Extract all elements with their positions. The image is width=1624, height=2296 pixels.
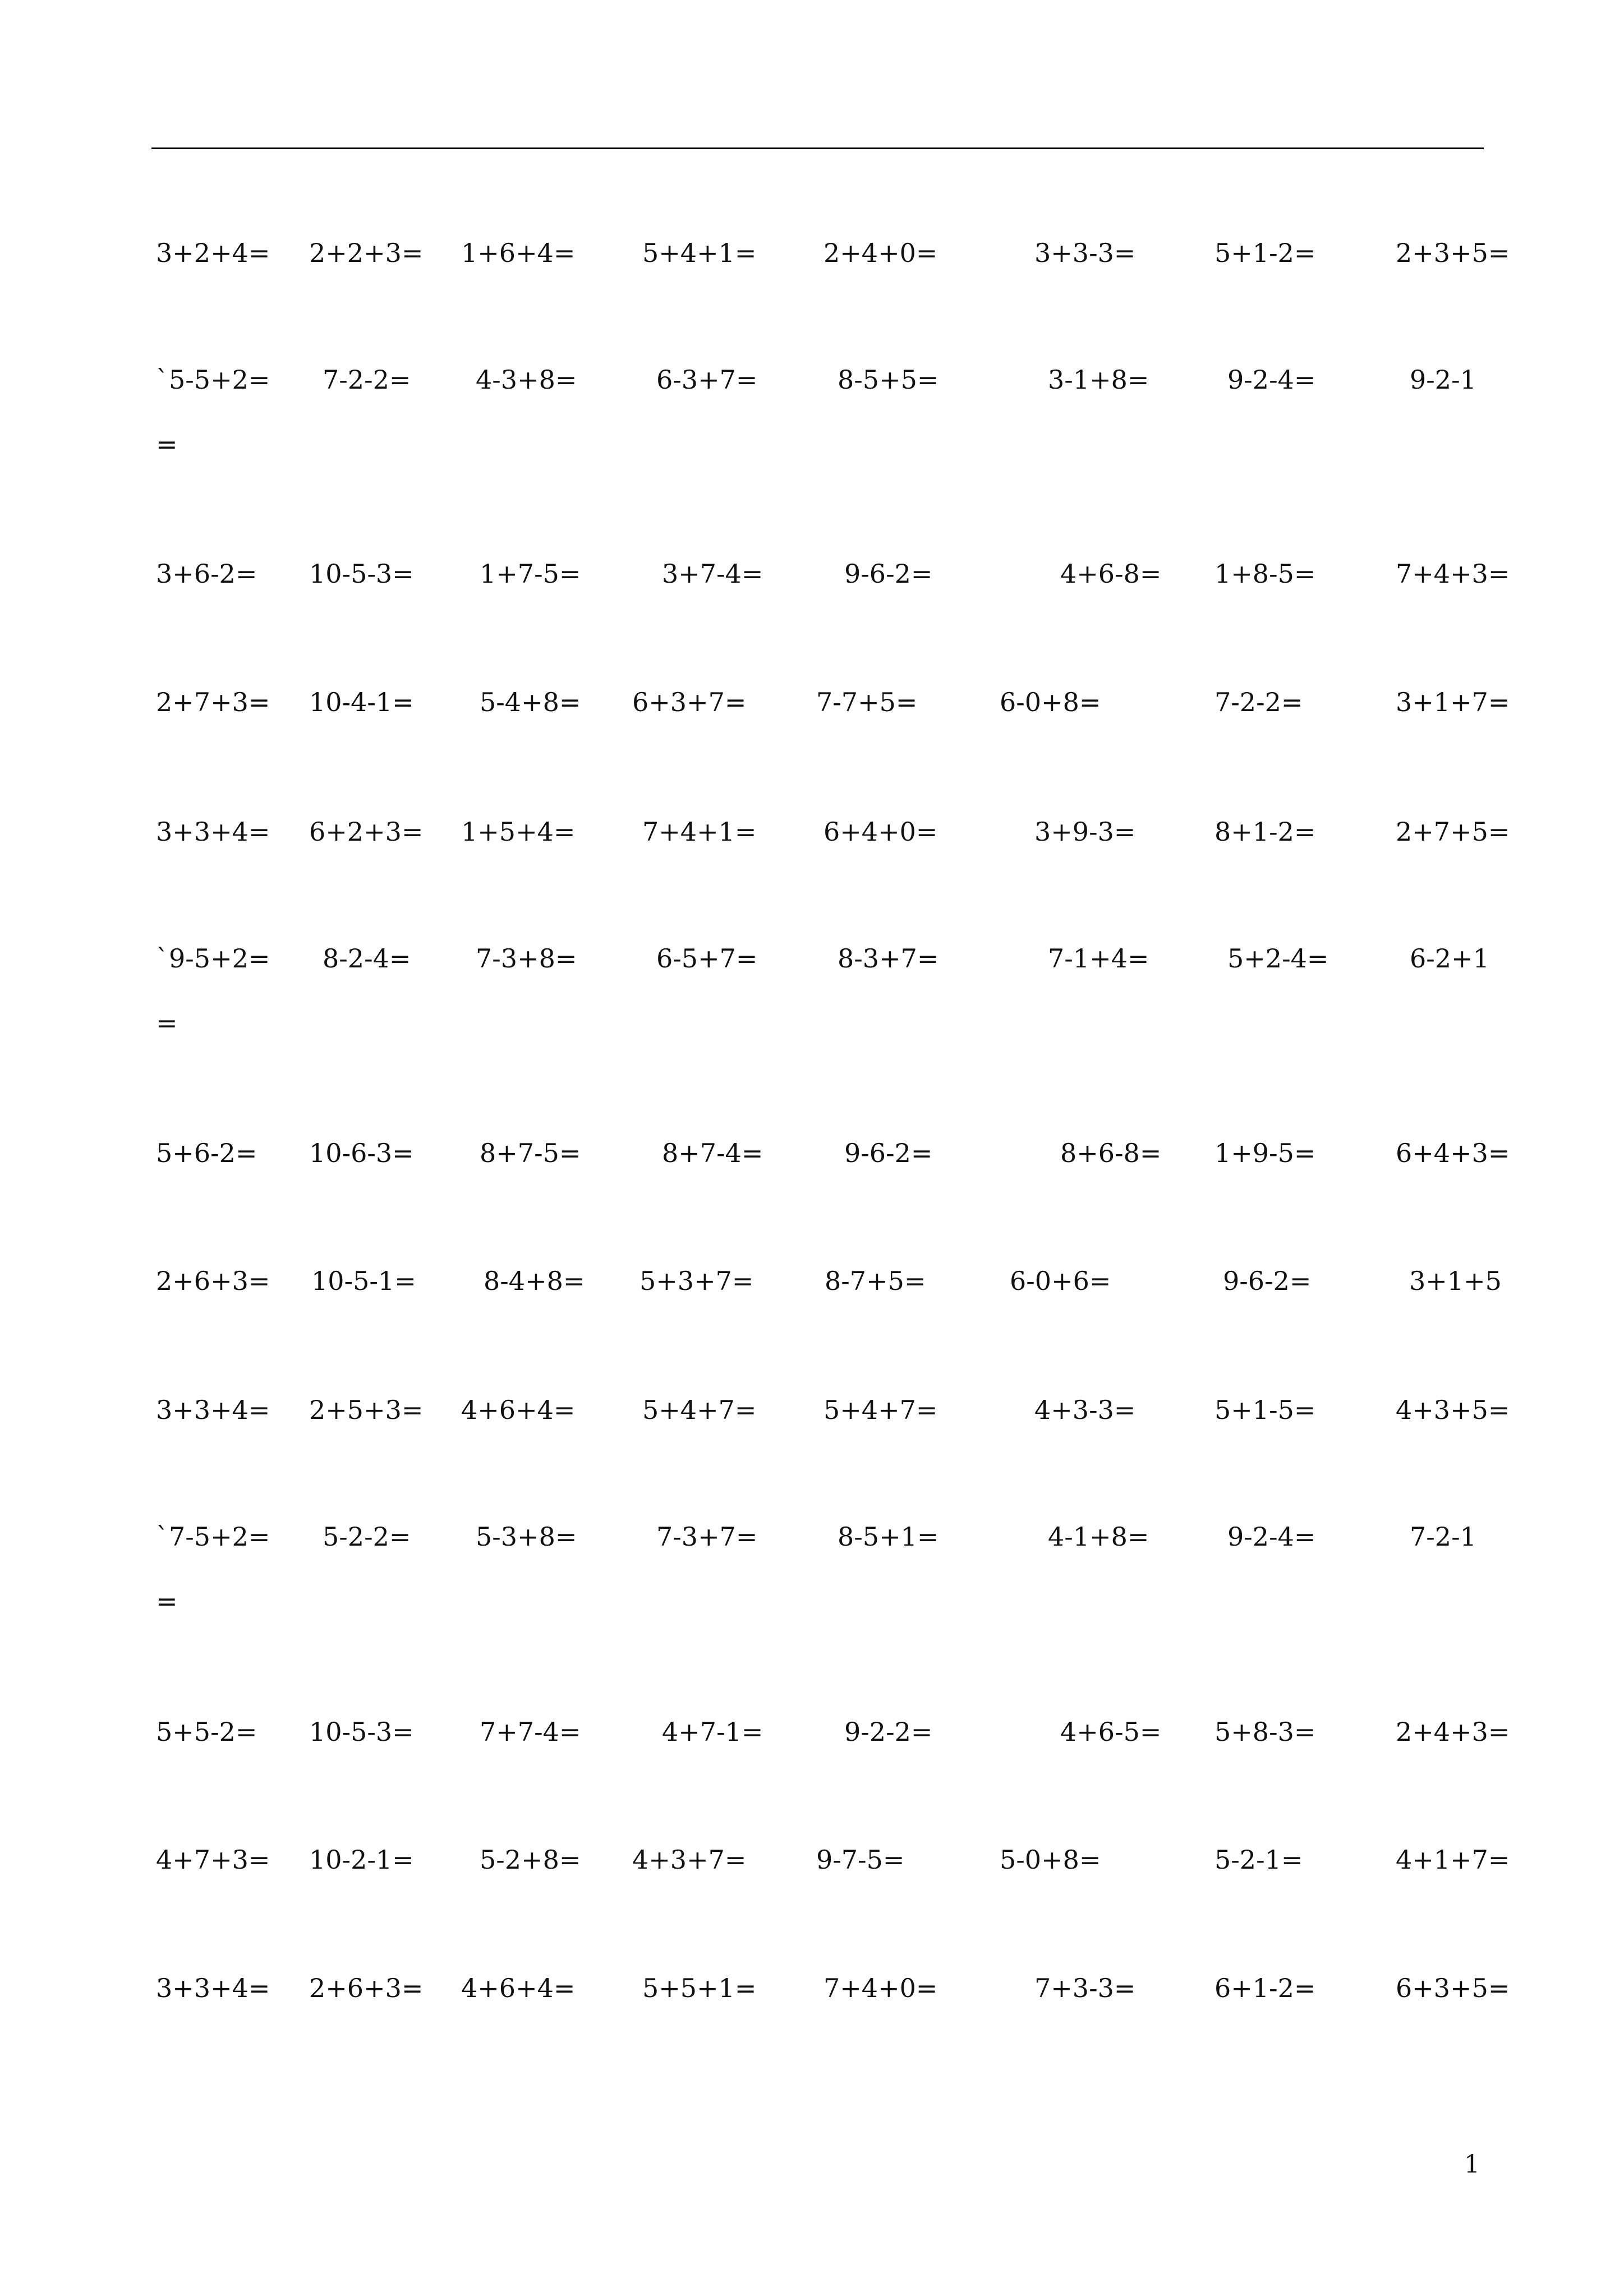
problem-cell: 8+1-2= xyxy=(1214,817,1316,847)
problem-cell: 6+4+0= xyxy=(823,817,938,847)
problem-cell: 9-7-5= xyxy=(816,1845,905,1875)
problem-cell: 1+5+4= xyxy=(461,817,576,847)
problem-cell: 9-2-1 xyxy=(1410,365,1476,395)
problem-cell: 5+5-2= xyxy=(156,1717,257,1747)
problem-cell: 3+6-2= xyxy=(156,559,257,589)
problem-cell: 7-2-1 xyxy=(1410,1522,1476,1552)
problem-cell: 2+2+3= xyxy=(309,238,424,268)
problem-cell: 8-5+5= xyxy=(838,365,939,395)
problem-cell: 4+1+7= xyxy=(1396,1845,1510,1875)
problem-cell: 3+3+4= xyxy=(156,1395,270,1425)
problem-cell: 10-6-3= xyxy=(309,1138,414,1168)
problem-cell: 5+6-2= xyxy=(156,1138,257,1168)
problem-cell: 9-2-4= xyxy=(1227,365,1316,395)
problem-cell: 8-5+1= xyxy=(838,1522,939,1552)
problem-cell: 8-7+5= xyxy=(825,1266,926,1296)
problem-cell: 2+6+3= xyxy=(309,1973,424,2003)
problem-cell: 7+3-3= xyxy=(1034,1973,1136,2003)
problem-cell: 6+1-2= xyxy=(1214,1973,1316,2003)
problem-cell: 5-0+8= xyxy=(1000,1845,1101,1875)
problem-cell: 4+6+4= xyxy=(461,1395,576,1425)
problem-cell: `5-5+2= xyxy=(156,365,270,395)
problem-cell: 5-2-1= xyxy=(1214,1845,1303,1875)
problem-row xyxy=(0,1709,1624,1754)
problem-cell: 10-5-3= xyxy=(309,559,414,589)
problem-row xyxy=(0,551,1624,596)
problem-cell: 7-7+5= xyxy=(816,687,918,717)
problem-cell: 5+3+7= xyxy=(640,1266,754,1296)
problem-cell: 7+4+1= xyxy=(642,817,757,847)
problem-cell: 6-3+7= xyxy=(656,365,758,395)
problem-cell: 8-3+7= xyxy=(838,943,939,974)
problem-cell: 6+3+7= xyxy=(632,687,747,717)
problem-cell: 3+3+4= xyxy=(156,817,270,847)
problem-row xyxy=(0,357,1624,402)
problem-cell: 8+7-4= xyxy=(662,1138,763,1168)
problem-cell: 8-2-4= xyxy=(323,943,411,974)
problem-cell: 6-0+8= xyxy=(1000,687,1101,717)
problem-cell: 9-6-2= xyxy=(844,1138,933,1168)
problem-cell: 4+3+5= xyxy=(1396,1395,1510,1425)
problem-row xyxy=(0,1387,1624,1432)
problem-cell: `7-5+2= xyxy=(156,1522,270,1552)
problem-cell: 4+6-8= xyxy=(1060,559,1162,589)
problem-cell: 3+3+4= xyxy=(156,1973,270,2003)
wrapped-equals: = xyxy=(156,429,178,459)
problem-cell: 10-4-1= xyxy=(309,687,414,717)
problem-cell: 1+6+4= xyxy=(461,238,576,268)
problem-cell: 5-3+8= xyxy=(476,1522,577,1552)
problem-cell: 6+4+3= xyxy=(1396,1138,1510,1168)
problem-cell: 4-3+8= xyxy=(476,365,577,395)
problem-cell: 5+2-4= xyxy=(1227,943,1329,974)
problem-cell: 5-4+8= xyxy=(480,687,581,717)
problem-cell: 3+1+5 xyxy=(1409,1266,1502,1296)
problem-cell: 3+7-4= xyxy=(662,559,763,589)
problem-row xyxy=(0,1258,1624,1303)
problem-cell: 3+2+4= xyxy=(156,238,270,268)
wrapped-equals: = xyxy=(156,1586,178,1616)
problem-cell: 5-2-2= xyxy=(323,1522,411,1552)
problem-cell: 7-1+4= xyxy=(1048,943,1149,974)
problem-cell: 9-2-2= xyxy=(844,1717,933,1747)
problem-cell: 5+4+1= xyxy=(642,238,757,268)
problem-cell: 7-3+7= xyxy=(656,1522,758,1552)
problem-cell: 7-2-2= xyxy=(323,365,411,395)
problem-cell: 6-5+7= xyxy=(656,943,758,974)
problem-cell: 2+3+5= xyxy=(1396,238,1510,268)
problem-cell: 8+6-8= xyxy=(1060,1138,1162,1168)
problem-cell: 10-5-3= xyxy=(309,1717,414,1747)
problem-row xyxy=(0,1837,1624,1882)
problem-cell: 2+6+3= xyxy=(156,1266,270,1296)
problem-cell: 2+4+3= xyxy=(1396,1717,1510,1747)
problem-cell: 2+5+3= xyxy=(309,1395,424,1425)
problem-cell: 8+7-5= xyxy=(480,1138,581,1168)
problem-cell: 5+4+7= xyxy=(642,1395,757,1425)
problem-cell: 6+2+3= xyxy=(309,817,424,847)
problem-cell: 4+3+7= xyxy=(632,1845,747,1875)
problem-cell: 2+4+0= xyxy=(823,238,938,268)
problem-cell: 6-0+6= xyxy=(1010,1266,1111,1296)
problem-cell: 6+3+5= xyxy=(1396,1973,1510,2003)
problem-cell: 2+7+5= xyxy=(1396,817,1510,847)
problem-cell: 6-2+1 xyxy=(1410,943,1489,974)
problem-cell: 7+7-4= xyxy=(480,1717,581,1747)
problem-cell: 7-3+8= xyxy=(476,943,577,974)
problem-cell: 1+9-5= xyxy=(1214,1138,1316,1168)
problem-cell: 3+1+7= xyxy=(1396,687,1510,717)
problem-cell: 3+9-3= xyxy=(1034,817,1136,847)
problem-cell: 9-6-2= xyxy=(844,559,933,589)
problem-cell: 3-1+8= xyxy=(1048,365,1149,395)
problem-cell: `9-5+2= xyxy=(156,943,270,974)
wrapped-equals: = xyxy=(156,1008,178,1038)
problem-cell: 5+4+7= xyxy=(823,1395,938,1425)
problem-cell: 5+5+1= xyxy=(642,1973,757,2003)
problem-row xyxy=(0,936,1624,981)
problem-row xyxy=(0,680,1624,725)
problem-row xyxy=(0,1131,1624,1175)
problem-cell: 7+4+3= xyxy=(1396,559,1510,589)
problem-cell: 4+6+4= xyxy=(461,1973,576,2003)
problem-cell: 2+7+3= xyxy=(156,687,270,717)
problem-row xyxy=(0,230,1624,275)
problem-cell: 5+1-5= xyxy=(1214,1395,1316,1425)
problem-cell: 4-1+8= xyxy=(1048,1522,1149,1552)
problem-row xyxy=(0,809,1624,854)
problem-cell: 10-5-1= xyxy=(311,1266,416,1296)
problem-cell: 3+3-3= xyxy=(1034,238,1136,268)
problem-cell: 1+7-5= xyxy=(480,559,581,589)
problem-cell: 4+7-1= xyxy=(662,1717,763,1747)
problem-cell: 9-6-2= xyxy=(1223,1266,1312,1296)
page-number: 1 xyxy=(1464,2150,1480,2179)
problem-cell: 10-2-1= xyxy=(309,1845,414,1875)
problem-cell: 4+6-5= xyxy=(1060,1717,1162,1747)
problem-cell: 5-2+8= xyxy=(480,1845,581,1875)
problem-row xyxy=(0,1966,1624,2011)
problem-cell: 1+8-5= xyxy=(1214,559,1316,589)
problem-cell: 5+8-3= xyxy=(1214,1717,1316,1747)
problem-cell: 5+1-2= xyxy=(1214,238,1316,268)
problem-cell: 4+7+3= xyxy=(156,1845,270,1875)
problem-cell: 7-2-2= xyxy=(1214,687,1303,717)
problem-cell: 8-4+8= xyxy=(484,1266,585,1296)
problem-cell: 4+3-3= xyxy=(1034,1395,1136,1425)
problem-cell: 7+4+0= xyxy=(823,1973,938,2003)
problem-row xyxy=(0,1514,1624,1559)
problem-cell: 9-2-4= xyxy=(1227,1522,1316,1552)
